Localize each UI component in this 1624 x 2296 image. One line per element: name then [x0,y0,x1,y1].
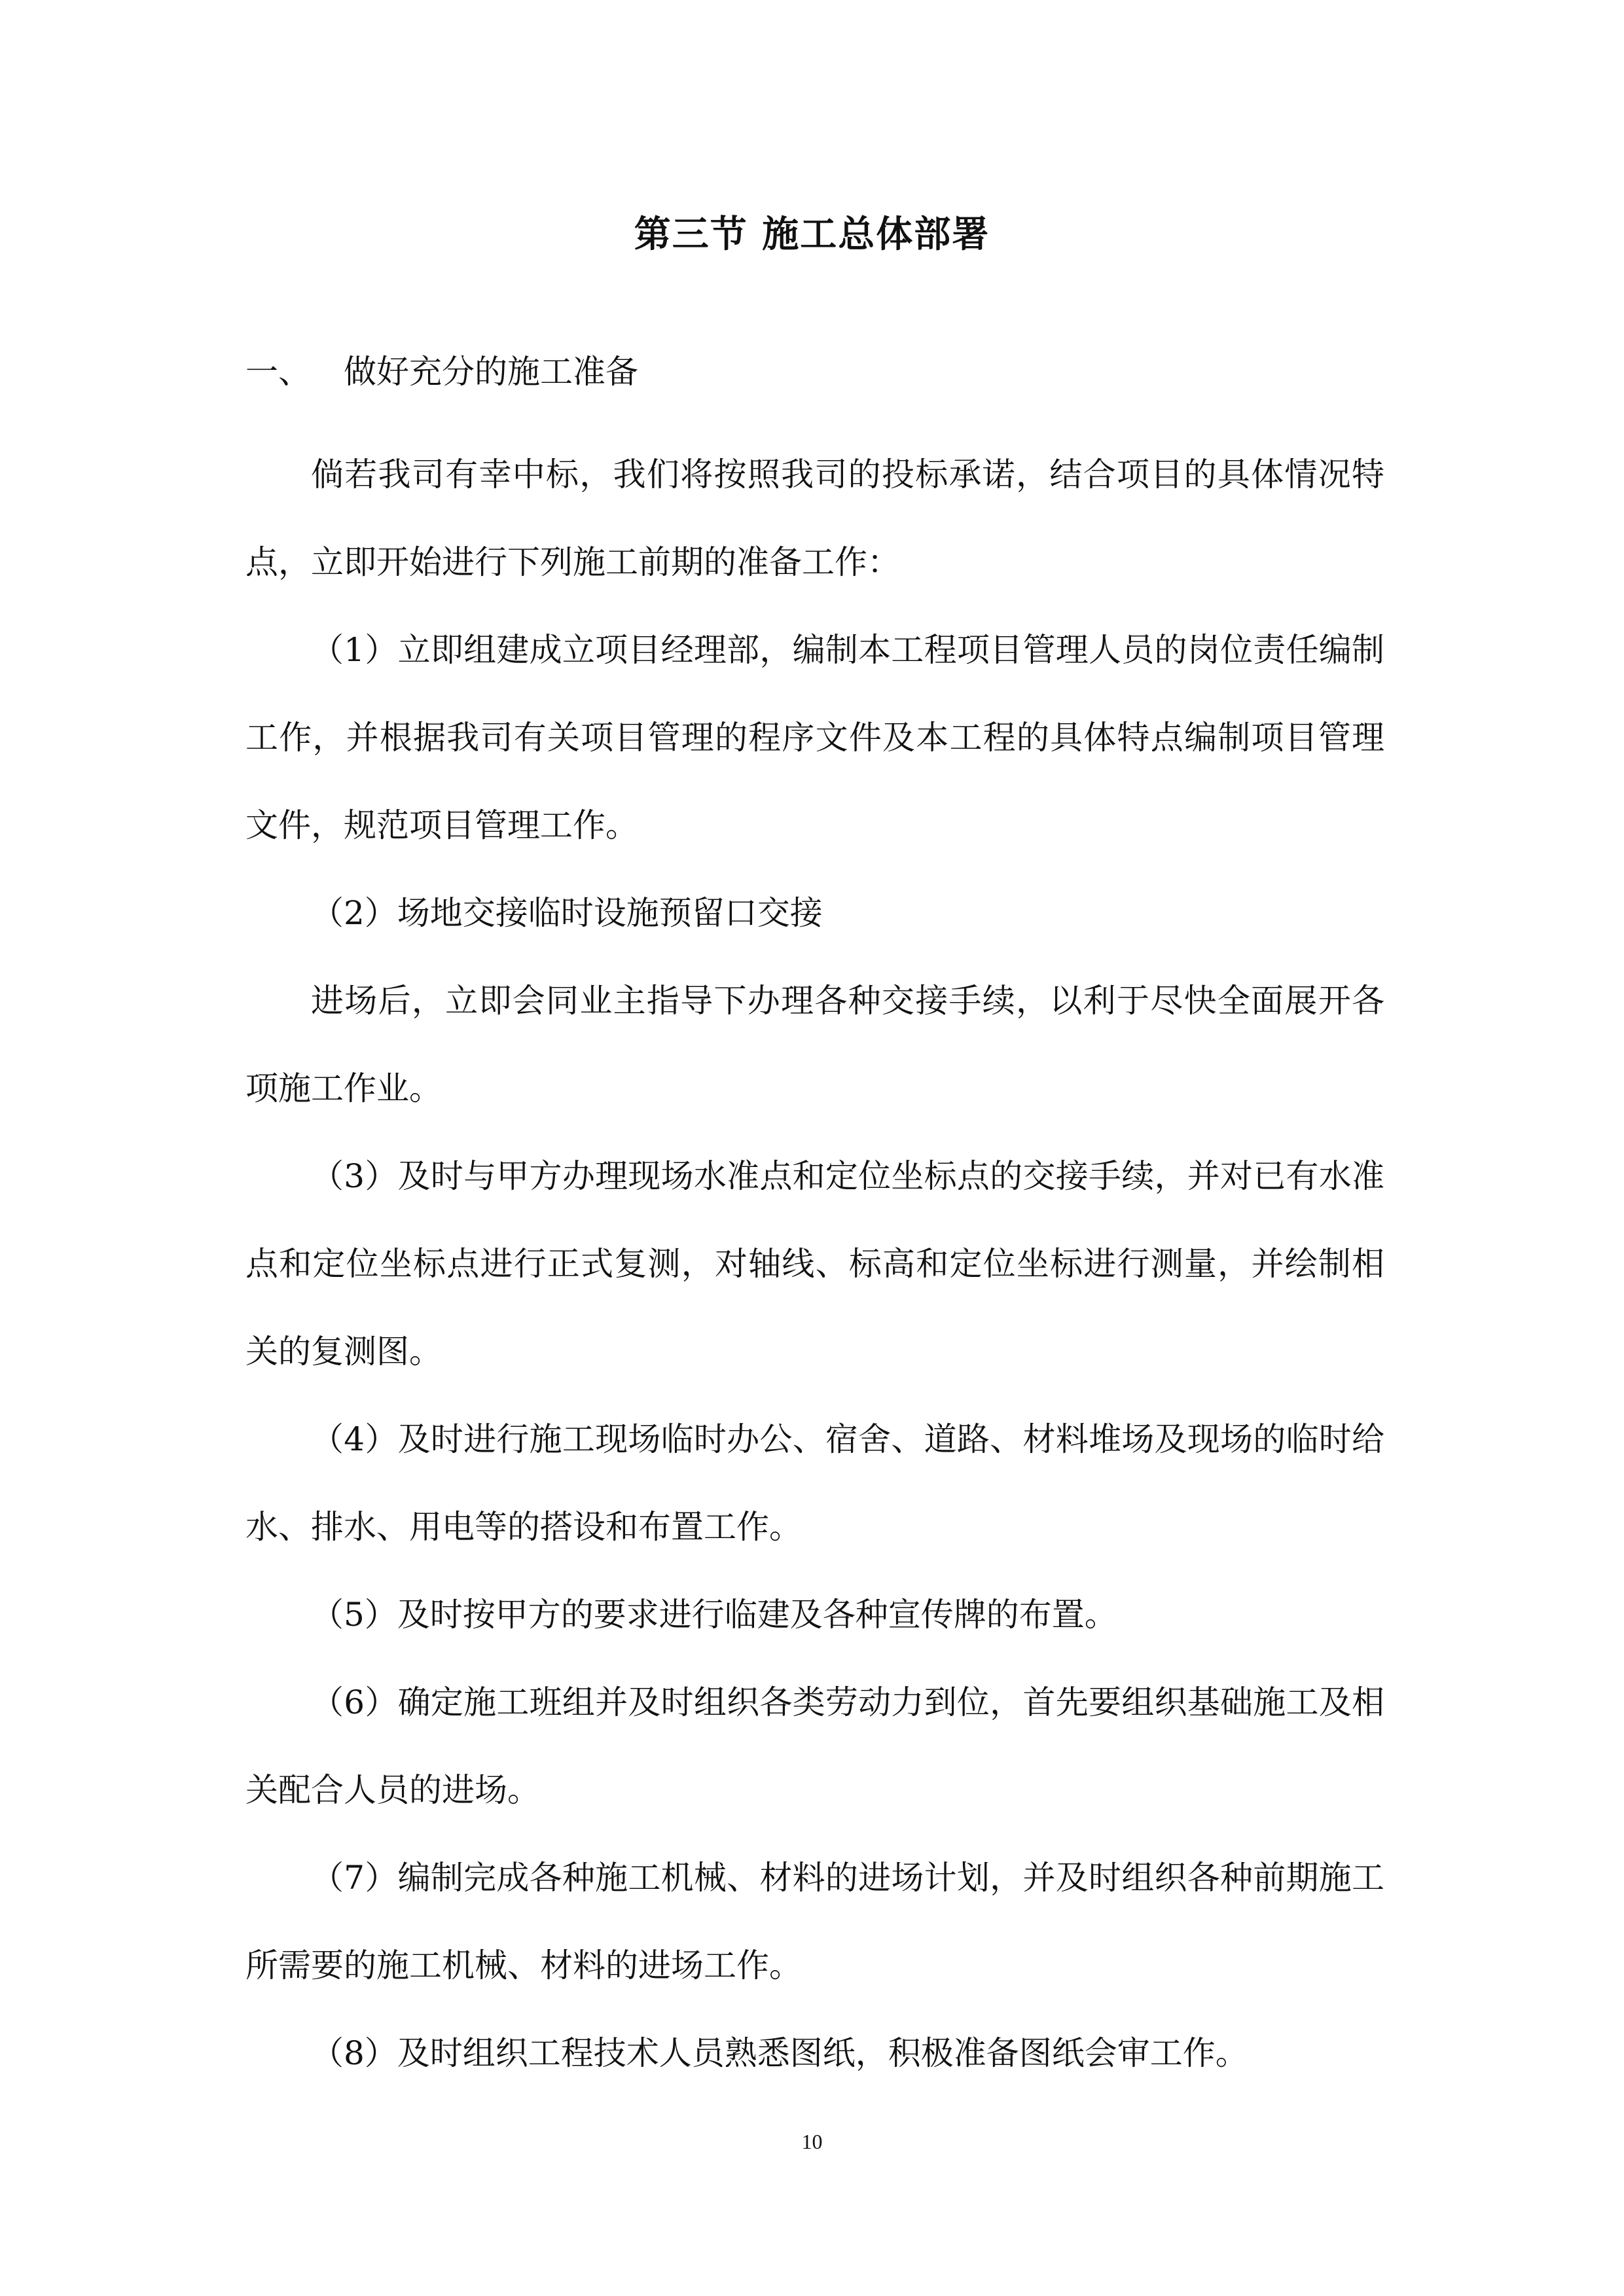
paragraph: （8）及时组织工程技术人员熟悉图纸，积极准备图纸会审工作。 [311,2034,1248,2072]
paragraph: （3）及时与甲方办理现场水准点和定位坐标点的交接手续，并对已有水准点和定位坐标点进行正式复测，对轴线、标高和定位坐标进行测量，并绘制相关的复测图。 [245,1157,1384,1371]
page-number: 10 [801,2130,823,2153]
paragraph: （2）场地交接临时设施预留口交接 [311,894,823,932]
section-title: 做好充分的施工准备 [344,353,638,391]
section-number: 一、 [245,353,311,391]
paragraph: （6）确定施工班组并及时组织各类劳动力到位，首先要组织基础施工及相关配合人员的进场。 [245,1683,1384,1809]
body-text [245,431,1384,2097]
page-title: 第三节 施工总体部署 [634,213,990,256]
paragraph: 倘若我司有幸中标，我们将按照我司的投标承诺，结合项目的具体情况特点，立即开始进行下列施工前期的准备工作： [245,456,1384,581]
paragraph: （7）编制完成各种施工机械、材料的进场计划，并及时组织各种前期施工所需要的施工机械、材料的进场工作。 [245,1859,1384,1984]
section-heading [245,346,638,398]
paragraph: （1）立即组建成立项目经理部，编制本工程项目管理人员的岗位责任编制工作，并根据我司有关项目管理的程序文件及本工程的具体特点编制项目管理文件，规范项目管理工作。 [245,631,1384,844]
paragraph: （5）及时按甲方的要求进行临建及各种宣传牌的布置。 [311,1596,1117,1634]
paragraph: 进场后，立即会同业主指导下办理各种交接手续，以利于尽快全面展开各项施工作业。 [245,982,1384,1107]
paragraph: （4）及时进行施工现场临时办公、宿舍、道路、材料堆场及现场的临时给水、排水、用电等的搭设和布置工作。 [245,1420,1384,1546]
